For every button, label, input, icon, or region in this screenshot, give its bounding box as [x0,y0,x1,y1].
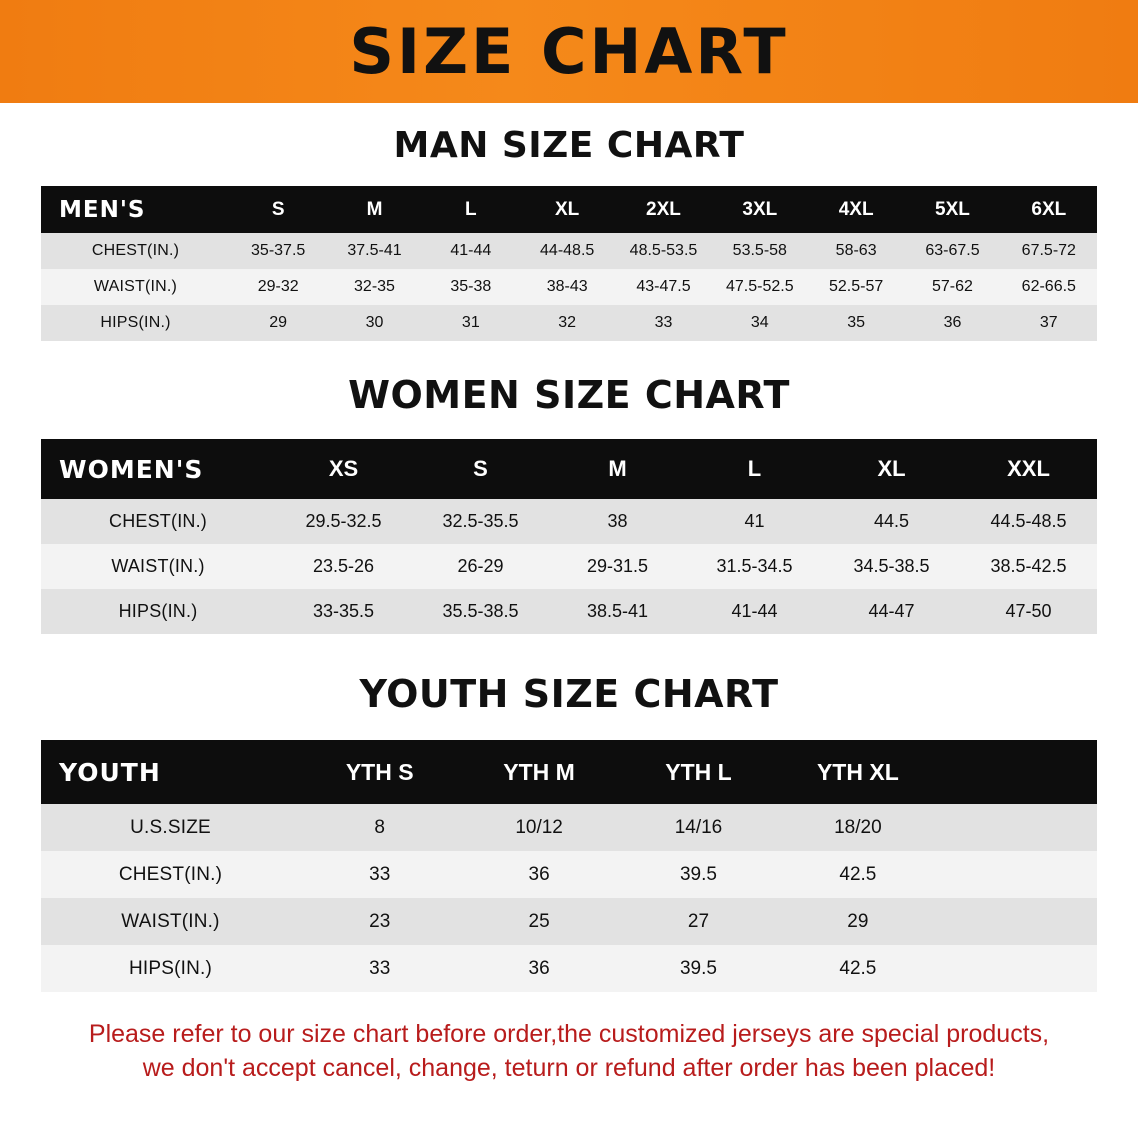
table-row [41,269,1097,305]
youth-cell-1-3: 42.5 [839,863,877,885]
youth-cell-2-0: 23 [369,910,391,932]
youth-col-0: YTH S [345,758,414,785]
women-cell-2-1: 35.5-38.5 [442,601,519,621]
women-cell-1-2: 29-31.5 [586,556,649,576]
man-cell-0-6: 58-63 [835,242,877,259]
youth-row-2-label: WAIST(IN.) [121,910,220,932]
man-table-body [41,233,1097,341]
man-cell-0-2: 41-44 [450,242,492,259]
women-size-table-wrap [41,439,1097,634]
youth-cell-3-0: 33 [369,957,391,979]
man-cell-1-1: 32-35 [354,278,395,295]
youth-cell-1-spacer [938,851,1097,898]
women-cell-0-5: 44.5-48.5 [990,511,1067,531]
man-cell-0-8: 67.5-72 [1021,242,1076,259]
women-col-3: L [747,456,762,481]
man-cell-0-3: 44-48.5 [540,242,595,259]
youth-cell-2-2: 27 [687,910,710,932]
man-cell-2-8: 37 [1039,314,1058,331]
man-row-1-label: WAIST(IN.) [93,278,178,295]
women-cell-2-4: 44-47 [868,601,915,621]
youth-col-3: YTH XL [816,758,899,785]
women-col-0: XS [328,456,359,481]
man-cell-2-4: 33 [654,314,673,331]
page-title: SIZE CHART [349,14,789,88]
women-col-4: XL [877,456,906,481]
youth-cell-0-2: 14/16 [674,816,723,838]
women-cell-0-2: 38 [607,511,628,531]
women-cell-1-0: 23.5-26 [312,556,375,576]
youth-col-2: YTH L [665,758,732,785]
youth-header-row [41,740,1097,804]
man-cell-1-7: 57-62 [932,278,973,295]
women-cell-2-2: 38.5-41 [586,601,649,621]
women-cell-0-0: 29.5-32.5 [305,511,382,531]
youth-row-0-label: U.S.SIZE [130,816,211,838]
man-col-1: M [366,198,383,220]
youth-cell-3-spacer [938,945,1097,992]
man-row-2-label: HIPS(IN.) [100,314,171,331]
man-cell-2-6: 35 [847,314,866,331]
women-table-body [41,499,1097,634]
man-cell-2-3: 32 [558,314,577,331]
man-cell-0-4: 48.5-53.5 [629,242,698,259]
women-section-heading: WOMEN SIZE CHART [348,373,790,417]
man-section-heading: MAN SIZE CHART [393,125,745,166]
women-cell-1-1: 26-29 [457,556,504,576]
man-header-row [41,186,1097,233]
youth-cell-3-2: 39.5 [679,957,717,979]
women-row-2-label: HIPS(IN.) [118,601,198,621]
women-cell-1-4: 34.5-38.5 [853,556,930,576]
women-cell-0-3: 41 [744,511,765,531]
youth-cell-2-3: 29 [847,910,869,932]
man-cell-2-7: 36 [943,314,962,331]
women-col-1: S [473,456,488,481]
youth-row-3-label: HIPS(IN.) [128,957,213,979]
man-cell-1-4: 43-47.5 [636,278,691,295]
man-cell-2-0: 29 [269,314,288,331]
youth-section-heading: YOUTH SIZE CHART [359,672,779,716]
women-col-5: XXL [1007,456,1050,481]
women-corner-label: WOMEN'S [59,454,204,484]
youth-cell-1-2: 39.5 [679,863,717,885]
women-cell-1-3: 31.5-34.5 [716,556,793,576]
man-col-6: 4XL [838,198,874,220]
man-cell-1-2: 35-38 [450,278,492,295]
man-size-table-wrap [41,186,1097,341]
women-col-2: M [608,456,627,481]
policy-note-line-2: we don't accept cancel, change, teturn or refund after order has been placed! [142,1053,996,1082]
man-col-4: 2XL [646,198,681,220]
page-banner [0,0,1138,103]
youth-cell-0-spacer [938,804,1097,851]
women-cell-0-1: 32.5-35.5 [442,511,519,531]
table-row [41,544,1097,589]
women-row-0-label: CHEST(IN.) [109,511,207,531]
youth-cell-1-1: 36 [528,863,550,885]
man-cell-1-6: 52.5-57 [829,278,884,295]
man-col-7: 5XL [935,198,970,220]
man-cell-0-1: 37.5-41 [347,242,402,259]
youth-cell-0-3: 18/20 [834,816,882,838]
women-row-1-label: WAIST(IN.) [111,556,205,576]
youth-cell-2-1: 25 [528,910,550,932]
table-row [41,233,1097,269]
man-cell-0-5: 53.5-58 [732,242,787,259]
table-row [41,945,1097,992]
women-header-row [41,439,1097,499]
man-cell-0-0: 35-37.5 [251,242,306,259]
youth-table-body [41,804,1097,992]
man-cell-1-5: 47.5-52.5 [726,278,794,295]
youth-cell-3-3: 42.5 [839,957,877,979]
man-col-0: S [271,198,285,220]
table-row [41,305,1097,341]
man-cell-1-0: 29-32 [257,278,299,295]
man-cell-1-3: 38-43 [546,278,588,295]
table-row [41,851,1097,898]
youth-cell-1-0: 33 [369,863,391,885]
man-col-8: 6XL [1031,198,1067,220]
man-cell-1-8: 62-66.5 [1021,278,1076,295]
man-row-0-label: CHEST(IN.) [91,242,180,259]
table-row [41,499,1097,544]
women-cell-2-0: 33-35.5 [312,601,375,621]
youth-cell-0-0: 8 [374,816,385,838]
women-cell-2-5: 47-50 [1005,601,1052,621]
women-cell-0-4: 44.5 [873,511,910,531]
youth-row-1-label: CHEST(IN.) [118,863,223,885]
man-table-head [41,186,1097,233]
table-row [41,898,1097,945]
man-cell-2-5: 34 [750,314,769,331]
women-cell-1-5: 38.5-42.5 [990,556,1067,576]
table-row [41,589,1097,634]
youth-cell-3-1: 36 [528,957,550,979]
youth-corner-label: YOUTH [59,757,161,787]
women-table-head [41,439,1097,499]
youth-cell-0-1: 10/12 [515,816,563,838]
women-cell-2-3: 41-44 [731,601,778,621]
man-size-table [41,186,1097,341]
policy-note [39,1018,1099,1086]
man-cell-0-7: 63-67.5 [925,242,980,259]
youth-table-head [41,740,1097,804]
man-cell-2-2: 31 [461,314,480,331]
man-col-3: XL [555,198,580,220]
man-col-5: 3XL [742,198,778,220]
youth-size-table-wrap [41,740,1097,992]
youth-size-table [41,740,1097,992]
policy-note-line-1: Please refer to our size chart before order,the customized jerseys are special products, [88,1020,1050,1048]
man-corner-label: MEN'S [59,196,146,223]
man-cell-2-1: 30 [365,314,384,331]
youth-col-spacer [938,740,1097,804]
table-row [41,804,1097,851]
youth-col-1: YTH M [503,758,575,785]
women-size-table [41,439,1097,634]
man-col-2: L [465,198,477,220]
youth-cell-2-spacer [938,898,1097,945]
